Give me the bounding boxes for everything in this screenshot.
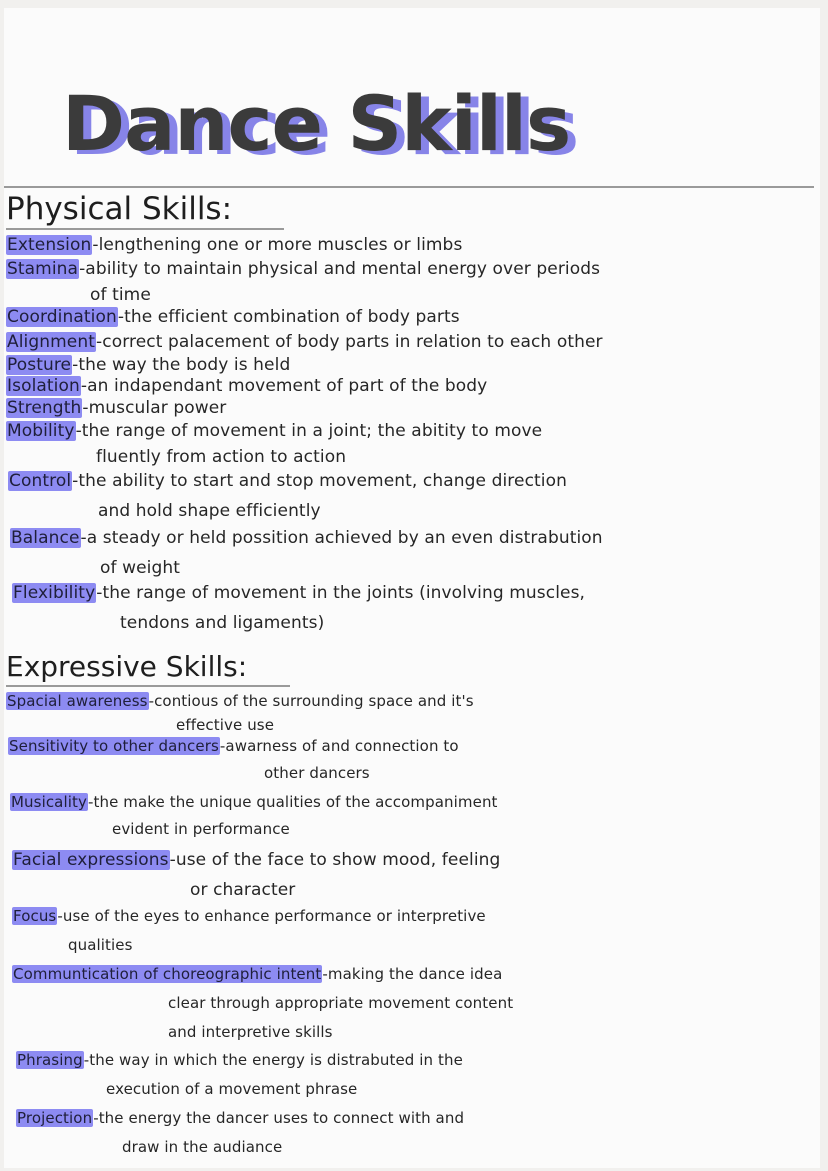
entry-control <box>8 467 567 525</box>
definition-continued: tendons and ligaments) <box>120 613 325 633</box>
definition: -correct palacement of body parts in relation to each other <box>96 332 603 352</box>
title-underline <box>4 186 814 188</box>
definition: -the ability to start and stop movement, change direction <box>72 471 567 491</box>
term-highlight: Mobility <box>7 421 75 441</box>
entry-facial-expressions <box>12 846 500 904</box>
definition-continued: of time <box>90 285 151 305</box>
definition: -lengthening one or more muscles or limbs <box>92 235 463 255</box>
entry-balance <box>10 524 603 582</box>
definition: -use of the face to show mood, feeling <box>169 850 501 870</box>
entry-spacial-awareness <box>6 688 474 739</box>
expressive-skills-heading: Expressive Skills: <box>6 649 290 687</box>
term-highlight: Spacial awareness <box>7 692 148 710</box>
definition-continued: other dancers <box>264 764 370 782</box>
definition-continued: fluently from action to action <box>96 447 347 467</box>
definition: -the range of movement in a joint; the abitity to move <box>75 421 543 441</box>
term-highlight: Stamina <box>7 259 79 279</box>
term-highlight: Posture <box>7 355 72 375</box>
definition-continued: qualities <box>68 936 133 954</box>
term-highlight: Facial expressions <box>13 850 169 870</box>
entry-communication-of-intent <box>12 961 513 1046</box>
definition: -contious of the surrounding space and it's <box>148 692 474 710</box>
entry-flexibility <box>12 579 585 637</box>
definition: -the way the body is held <box>72 355 291 375</box>
definition: -a steady or held possition achieved by an even distrabution <box>80 528 603 548</box>
term-highlight: Alignment <box>7 332 96 352</box>
entry-focus <box>12 903 486 959</box>
term-highlight: Projection <box>17 1109 93 1127</box>
physical-skills-heading: Physical Skills: <box>6 190 284 230</box>
term-highlight: Flexibility <box>13 583 96 603</box>
term-highlight: Strength <box>7 398 82 418</box>
entry-coordination <box>6 304 460 330</box>
definition-continued: and hold shape efficiently <box>98 501 321 521</box>
definition: -the energy the dancer uses to connect with and <box>93 1109 465 1127</box>
definition-continued: of weight <box>100 558 181 578</box>
definition: -an indapendant movement of part of the body <box>80 376 488 396</box>
term-highlight: Focus <box>13 907 57 925</box>
definition-continued: effective use <box>176 716 275 734</box>
entry-musicality <box>10 789 498 843</box>
page-title: Dance Skills <box>62 79 571 168</box>
definition: -the make the unique qualities of the accompaniment <box>87 793 498 811</box>
definition: -making the dance idea <box>322 965 503 983</box>
term-highlight: Sensitivity to other dancers <box>9 737 219 755</box>
definition-continued: clear through appropriate movement content <box>168 994 514 1012</box>
definition: -muscular power <box>82 398 227 418</box>
term-highlight: Extension <box>7 235 92 255</box>
term-highlight: Phrasing <box>17 1051 83 1069</box>
term-highlight: Communtication of choreographic intent <box>13 965 322 983</box>
definition: -ability to maintain physical and mental energy over periods <box>79 259 601 279</box>
definition: -awarness of and connection to <box>219 737 459 755</box>
term-highlight: Musicality <box>11 793 87 811</box>
definition: -the range of movement in the joints (involving muscles, <box>96 583 586 603</box>
definition-continued: execution of a movement phrase <box>106 1080 358 1098</box>
entry-stamina <box>6 256 600 308</box>
entry-projection <box>16 1105 464 1161</box>
definition: -use of the eyes to enhance performance or interpretive <box>57 907 486 925</box>
entry-mobility <box>6 418 542 470</box>
definition-continued: draw in the audiance <box>122 1138 283 1156</box>
term-highlight: Control <box>9 471 72 491</box>
term-highlight: Isolation <box>7 376 80 396</box>
entry-extension <box>6 232 462 258</box>
term-highlight: Balance <box>11 528 80 548</box>
entry-phrasing <box>16 1047 463 1103</box>
definition: -the efficient combination of body parts <box>117 307 460 327</box>
definition-continued: and interpretive skills <box>168 1023 333 1041</box>
definition: -the way in which the energy is distrabuted in the <box>83 1051 463 1069</box>
entry-sensitivity <box>8 733 459 787</box>
definition-continued: or character <box>190 880 296 900</box>
term-highlight: Coordination <box>7 307 117 327</box>
definition-continued: evident in performance <box>112 820 290 838</box>
